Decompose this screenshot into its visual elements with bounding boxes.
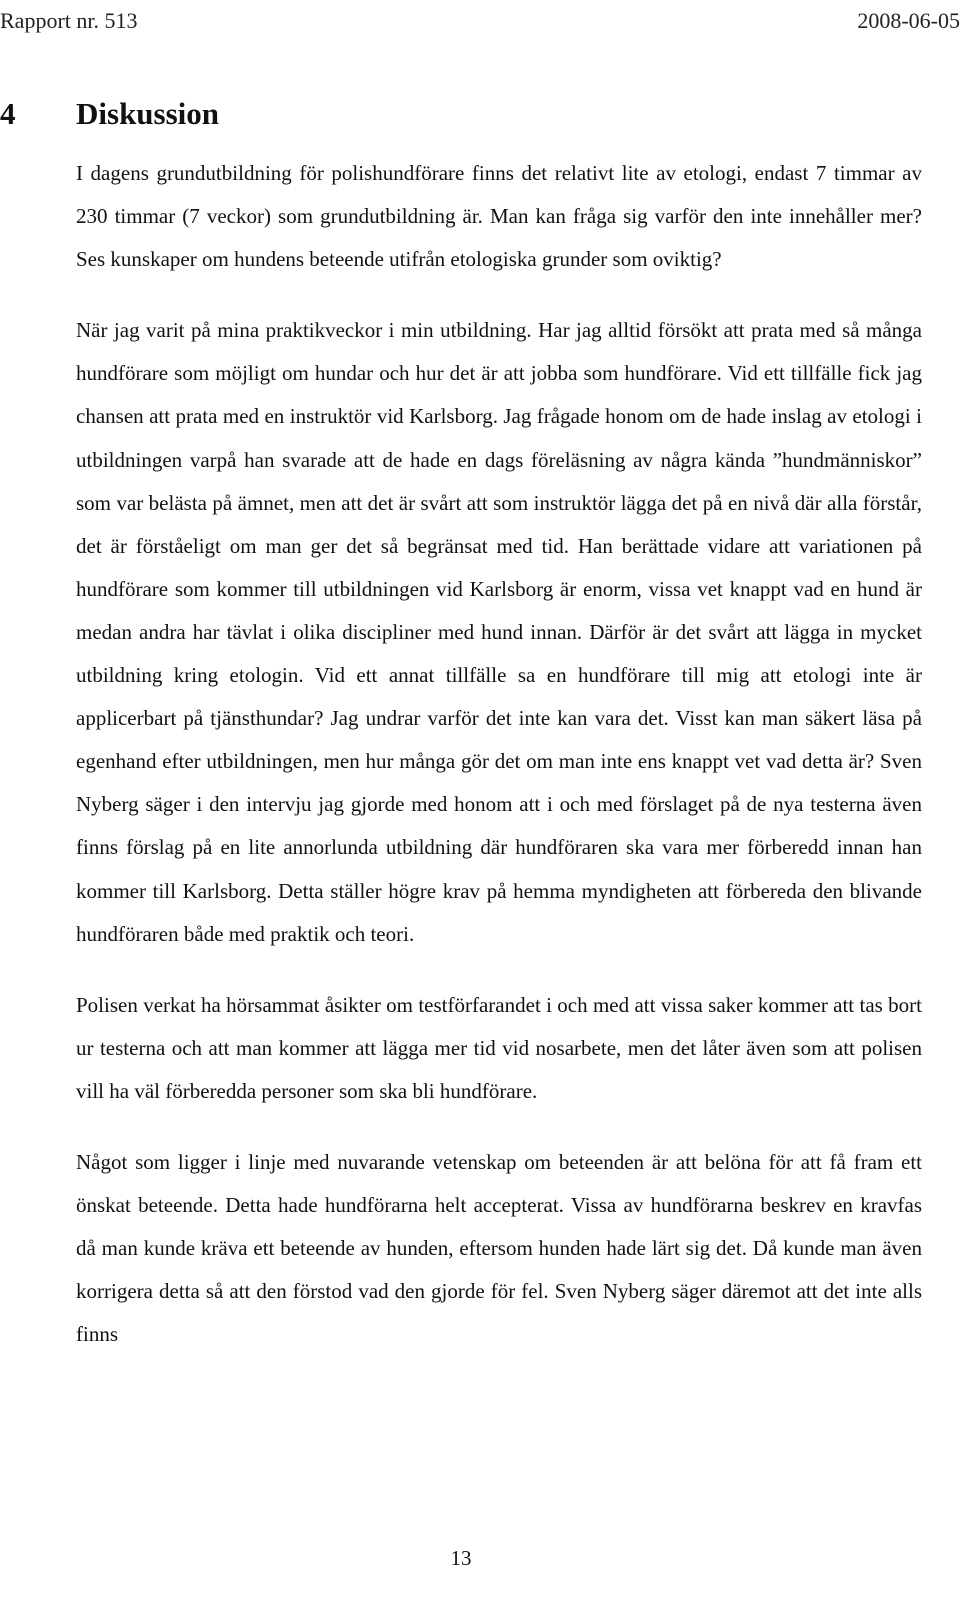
paragraph-4: Något som ligger i linje med nuvarande vetenskap om beteenden är att belöna för att få fram ett önskat beteende. Detta hade hundförarna helt accepterat. Vissa av hundförarna beskrev en kravfas då man kunde kräva ett beteende av hunden, eftersom hunden hade lärt sig det. Då kunde man även korrigera detta så att den förstod vad den gjorde för fel. Sven Nyberg säger däremot att det inte alls finns	[76, 1149, 922, 1347]
paragraph-1: I dagens grundutbildning för polishundförare finns det relativt lite av etologi, endast 7 timmar av 230 timmar (7 veckor) som grundutbildning är. Man kan fråga sig varför den inte innehåller mer? Ses kunskaper om hundens beteende utifrån etologiska grunder som oviktig?	[76, 161, 922, 272]
header-report-number: Rapport nr. 513	[0, 8, 138, 33]
body-text	[76, 152, 922, 1356]
section-number: 4	[0, 96, 16, 131]
section-heading	[0, 94, 219, 134]
paragraph-3: Polisen verkat ha hörsammat åsikter om testförfarandet i och med att vissa saker kommer att tas bort ur testerna och att man kommer att lägga mer tid vid nosarbete, men det låter även som att polisen vill ha väl förberedda personer som ska bli hundförare.	[76, 992, 922, 1103]
paragraph-2: När jag varit på mina praktikveckor i min utbildning. Har jag alltid försökt att prata med så många hundförare som möjligt om hundar och hur det är att jobba som hundförare. Vid ett tillfälle fick jag chansen att prata med en instruktör vid Karlsborg. Jag frågade honom om de hade inslag av etologi i utbildningen varpå han svarade att de hade en dags föreläsning av några kända ”hundmänniskor” som var belästa på ämnet, men att det är svårt att som instruktör lägga det på en nivå där alla förstår, det är förståeligt om man ger det så begränsat med tid. Han berättade vidare att variationen på hundförare som kommer till utbildningen vid Karlsborg är enorm, vissa vet knappt vad en hund är medan andra har tävlat i olika discipliner med hund innan. Därför är det svårt att lägga in mycket utbildning kring etologin. Vid ett annat tillfälle sa en hundförare till mig att etologi inte är applicerbart på tjänsthundar? Jag undrar varför det inte kan vara det. Visst kan man säkert läsa på egenhand efter utbildningen, men hur många gör det om man inte ens knappt vet vad detta är? Sven Nyberg säger i den intervju jag gjorde med honom att i och med förslaget på de nya testerna även finns förslag på en lite annorlunda utbildning där hundföraren ska vara mer förberedd innan han kommer till Karlsborg. Detta ställer högre krav på hemma myndigheten att förbereda den blivande hundföraren både med praktik och teori.	[76, 318, 922, 946]
section-title: Diskussion	[76, 96, 220, 131]
page-number: 13	[450, 1546, 472, 1570]
header-date: 2008-06-05	[857, 8, 960, 33]
